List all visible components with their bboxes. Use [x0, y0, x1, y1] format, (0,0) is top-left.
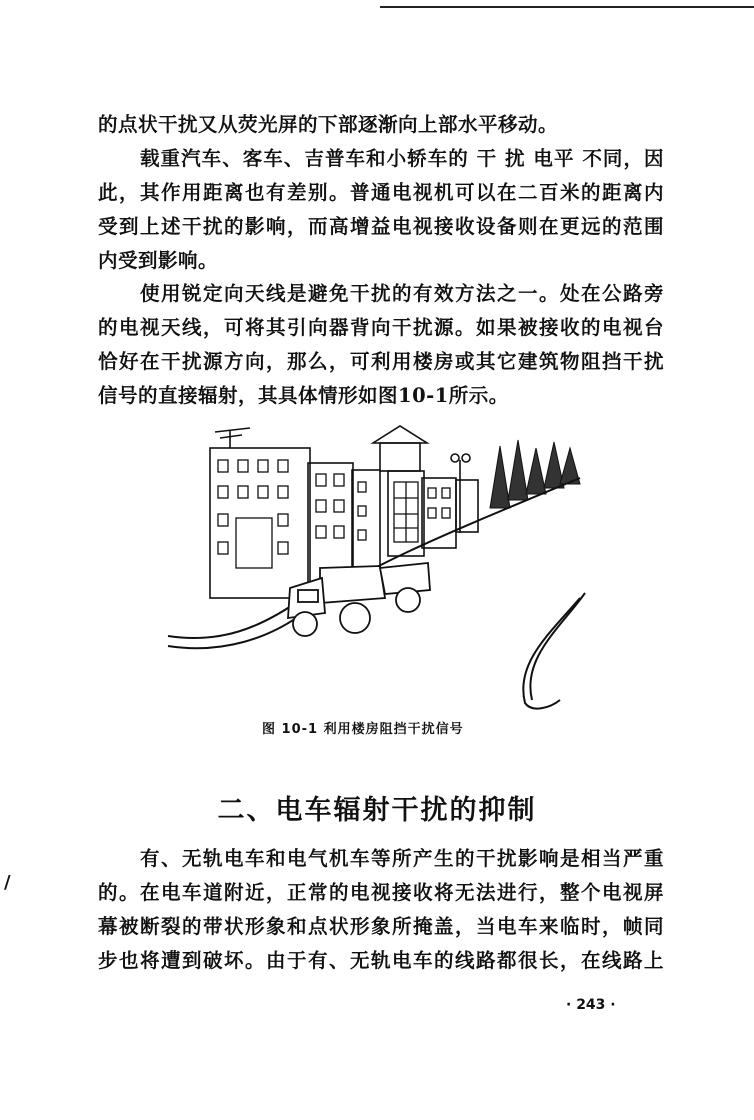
text-line: 信号的直接辐射，其具体情形如图10-1所示。 — [98, 384, 509, 407]
margin-mark: / — [4, 872, 11, 893]
text-line: 的电视天线，可将其引向器背向干扰源。如果被接收的电视台 — [98, 316, 664, 339]
figure-street-illustration — [160, 418, 600, 718]
page-number: · 243 · — [566, 997, 616, 1013]
text-line: 幕被断裂的带状形象和点状形象所掩盖，当电车来临时，帧同 — [98, 915, 664, 938]
text-line: 载重汽车、客车、吉普车和小轿车的 干 扰 电平 不同，因 — [140, 147, 664, 170]
text-line: 有、无轨电车和电气机车等所产生的干扰影响是相当严重 — [140, 847, 664, 870]
text-line: 的点状干扰又从荧光屏的下部逐渐向上部水平移动。 — [98, 113, 559, 136]
text-line: 内受到影响。 — [98, 249, 219, 272]
text-line: 受到上述干扰的影响，而高增益电视接收设备则在更远的范围 — [98, 215, 664, 238]
paragraph-vehicles — [98, 142, 664, 278]
text-line: 的。在电车道附近，正常的电视接收将无法进行，整个电视屏 — [98, 881, 664, 904]
text-line: 此，其作用距离也有差别。普通电视机可以在二百米的距离内 — [98, 181, 664, 204]
text-line: 使用锐定向天线是避免干扰的有效方法之一。处在公路旁 — [140, 282, 664, 305]
paragraph-antenna — [98, 277, 664, 413]
text-line: 步也将遭到破坏。由于有、无轨电车的线路都很长，在线路上 — [98, 949, 664, 972]
figure-caption: 图 10-1 利用楼房阻挡干扰信号 — [262, 722, 464, 737]
paragraph-continuation — [98, 108, 664, 142]
section-heading: 二、电车辐射干扰的抑制 — [217, 795, 537, 826]
text-line: 恰好在干扰源方向，那么，可利用楼房或其它建筑物阻挡干扰 — [98, 350, 664, 373]
paragraph-tram-interference — [98, 842, 664, 978]
top-edge-rule — [380, 6, 754, 8]
